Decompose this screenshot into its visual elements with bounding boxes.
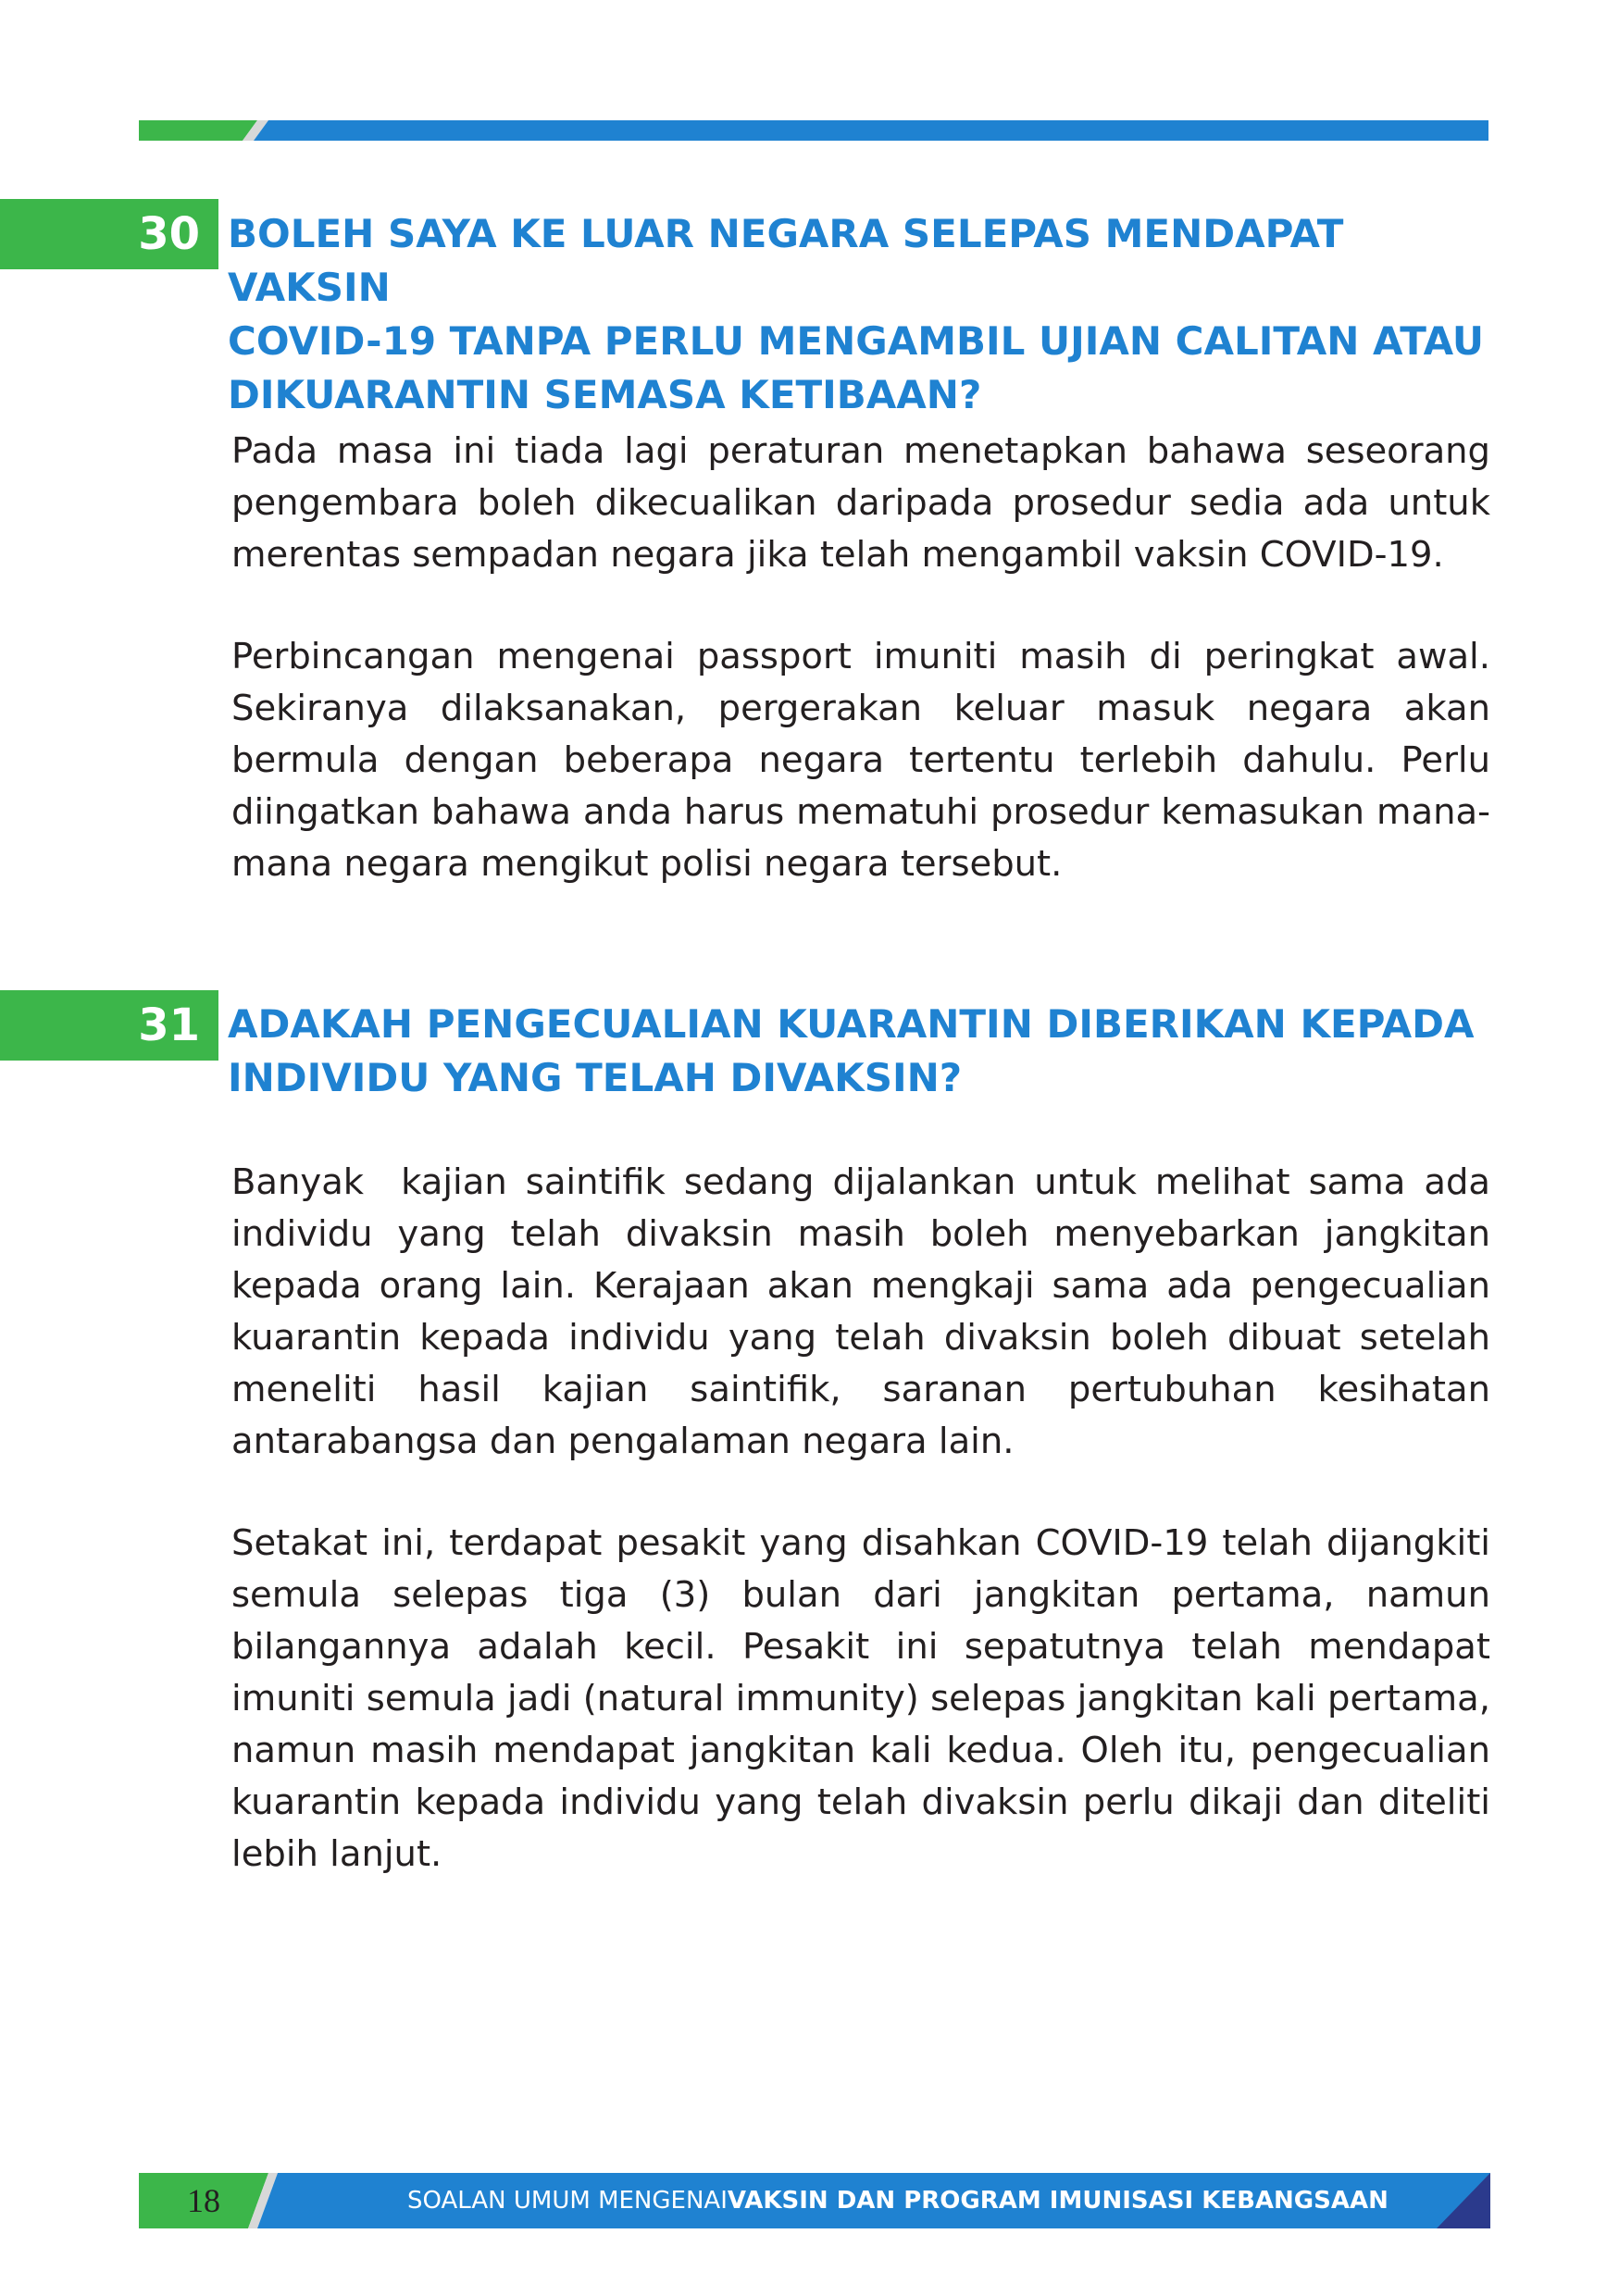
question-number-badge: [0, 990, 218, 1061]
footer-title: [407, 2173, 1426, 2228]
question-number: 30: [138, 208, 200, 260]
page-number: 18: [187, 2182, 220, 2219]
footer-title-regular: SOALAN UMUM MENGENAI: [407, 2187, 728, 2215]
page-footer: [139, 2173, 1490, 2228]
question-title: ADAKAH PENGECUALIAN KUARANTIN DIBERIKAN KEPADA INDIVIDU YANG TELAH DIVAKSIN?: [228, 1001, 1475, 1100]
answer-paragraph: Setakat ini, terdapat pesakit yang disahkan COVID-19 telah dijangkiti semula selepas tiga (3) bulan dari jangkitan pertama, namun bilangannya adalah kecil. Pesakit ini sepatutnya telah mendapat imuniti semula jadi (natural immunity) selepas jangkitan kali pertama, namun masih mendapat jangkitan kali kedua. Oleh itu, pengecualian kuarantin kepada individu yang telah divaksin perlu dikaji dan diteliti lebih lanjut.: [231, 1522, 1502, 1875]
footer-title-bold: VAKSIN DAN PROGRAM IMUNISASI KEBANGSAAN: [727, 2187, 1389, 2215]
question-number-badge: [0, 199, 218, 269]
answer-paragraph: Pada masa ini tiada lagi peraturan menetapkan bahawa seseorang pengembara boleh dikecualikan daripada prosedur sedia ada untuk merentas sempadan negara jika telah mengambil vaksin COVID-19.: [231, 430, 1502, 576]
question-number: 31: [138, 999, 200, 1051]
answer-paragraph: Banyak kajian saintifik sedang dijalankan untuk melihat sama ada individu yang telah divaksin masih boleh menyebarkan jangkitan kepada orang lain. Kerajaan akan mengkaji sama ada pengecualian kuarantin kepada individu yang telah divaksin boleh dibuat setelah meneliti hasil kajian saintifik, saranan pertubuhan kesihatan antarabangsa dan pengalaman negara lain.: [231, 1161, 1502, 1462]
top-decorative-bar: [139, 120, 1488, 141]
answer-paragraph: Perbincangan mengenai passport imuniti masih di peringkat awal. Sekiranya dilaksanakan, pergerakan keluar masuk negara akan bermula dengan beberapa negara tertentu terlebih dahulu. Perlu diingatkan bahawa anda harus mematuhi prosedur kemasukan mana-mana negara mengikut polisi negara tersebut.: [231, 636, 1502, 885]
question-title: BOLEH SAYA KE LUAR NEGARA SELEPAS MENDAPAT VAKSIN COVID-19 TANPA PERLU MENGAMBIL UJIAN CALITAN ATAU DIKUARANTIN SEMASA KETIBAAN?: [228, 211, 1484, 417]
